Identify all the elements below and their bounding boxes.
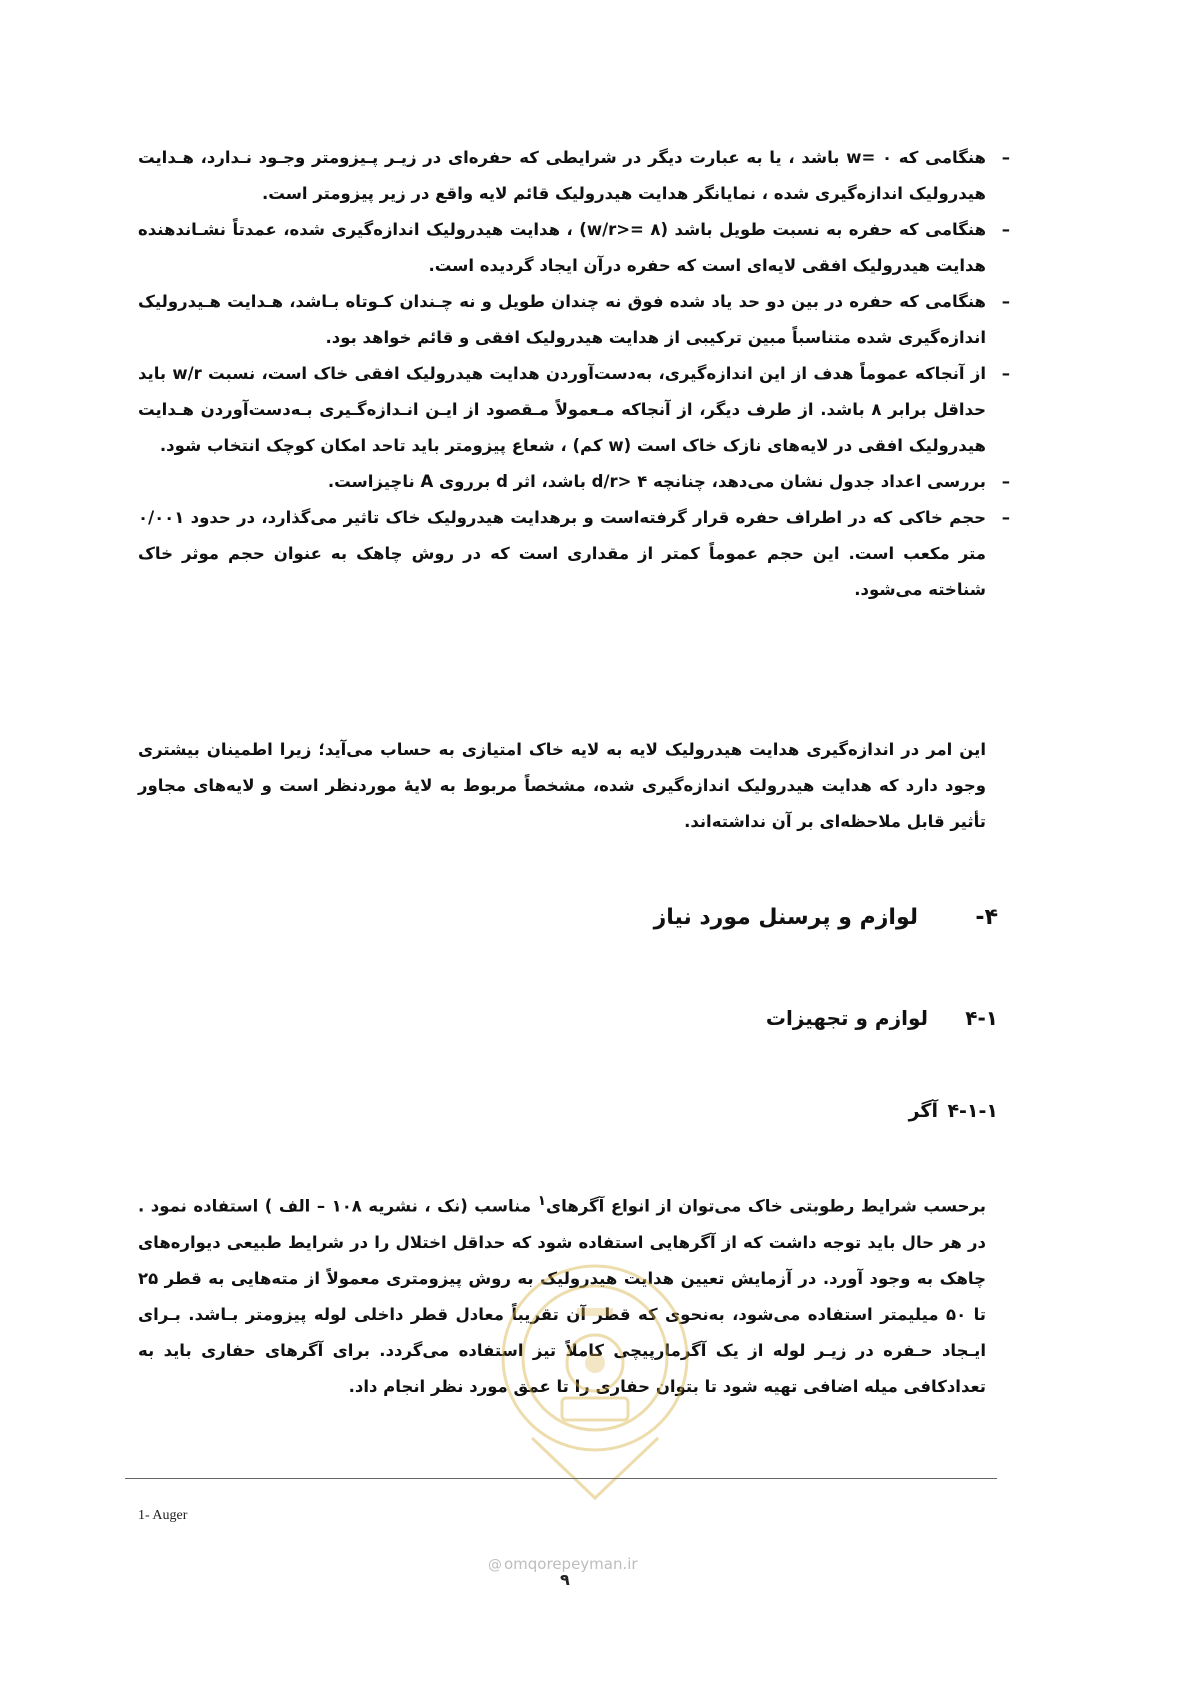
list-item xyxy=(138,356,1010,464)
paragraph-text: برحسب شرایط رطوبتی خاک می‌توان از انواع آگرهای xyxy=(546,1196,986,1216)
footnote-separator xyxy=(125,1478,997,1479)
list-item-text: بررسی اعداد جدول نشان می‌دهد، چنانچه d/r> ۴ باشد، اثر d برروی A ناچیزاست. xyxy=(327,472,986,491)
watermark-seal xyxy=(492,1248,698,1520)
bullet-dash: – xyxy=(1001,148,1010,167)
section-number: ۴- xyxy=(975,905,998,930)
footnote-marker: ۱ xyxy=(537,1193,547,1209)
bullet-dash: – xyxy=(1001,292,1010,311)
subsection-heading xyxy=(766,1006,998,1030)
paragraph-text: مناسب (نک ، نشریه ۱۰۸ – الف ) استفاده نمود . در هر حال باید توجه داشت که از آگرهایی استفاده شود که حداقل اختلال را در شرایط طبیعی دیواره‌های چاهک به وجود آورد. در آزمایش تعیین هدایت هیدرولیک به روش پیزومتری معمولاً از مته‌هایی به قطر ۲۵ تا ۵۰ میلیمتر استفاده می‌شود، به‌نحوی که قطر آن تقریباً معادل قطر داخلی لوله پیزومتر بـاشد. بـرای ایـجاد حـفره در زیـر لوله از یک آگرمارپیچی کاملاً تیز استفاده می‌گردد. برای آگرهای حفاری باید به تعدادکافی میله اضافی تهیه شود تا بتوان حفاری را تا عمق مورد نظر انجام داد. xyxy=(138,1196,986,1396)
subsection-number: ۴-۱ xyxy=(965,1006,998,1030)
watermark-site: omqorepeyman.ir xyxy=(504,1555,638,1573)
list-item-text: از آنجاکه عموماً هدف از این اندازه‌گیری، به‌دست‌آوردن هدایت هیدرولیک افقی خاک است، نسبت w/r باید حداقل برابر ۸ باشد. از طرف دیگر، از آنجاکه مـعمولاً مـقصود از ایـن انـدازه‌گـیری بـه‌دست‌آوردن هـدایت هیدرولیک افقی در لایه‌های نازک خاک است (w کم) ، شعاع پیزومتر باید تاحد امکان کوچک انتخاب شود. xyxy=(138,364,986,455)
subsubsection-heading xyxy=(909,1100,998,1122)
footnote: 1- Auger xyxy=(138,1508,188,1523)
list-item xyxy=(138,140,1010,212)
bullet-dash: – xyxy=(1001,220,1010,239)
bullet-dash: – xyxy=(1001,472,1010,491)
list-item-text: هنگامی که حفره در بین دو حد یاد شده فوق نه چندان طویل و نه چـندان کـوتاه بـاشد، هـدایت هـیدرولیک اندازه‌گیری شده متناسباً مبین ترکیبی از هدایت هیدرولیک افقی و قائم خواهد بود. xyxy=(138,292,986,347)
list-item-text: هنگامی که w= ۰ باشد ، یا به عبارت دیگر در شرایطی که حفره‌ای در زیـر پـیزومتر وجـود نـدارد، هـدایت هیدرولیک اندازه‌گیری شده ، نمایانگر هدایت هیدرولیک قائم لایه واقع در زیر پیزومتر است. xyxy=(138,148,986,203)
list-item xyxy=(138,284,1010,356)
list-item-text: حجم خاکی که در اطراف حفره قرار گرفته‌است و برهدایت هیدرولیک خاک تاثیر می‌گذارد، در حدود ۰/۰۰۱ متر مکعب است. این حجم عموماً کمتر از مقداری است که در روش چاهک به عنوان حجم موثر خاک شناخته می‌شود. xyxy=(138,508,986,599)
list-item-text: هنگامی که حفره به نسبت طویل باشد (w/r>= ۸) ، هدایت هیدرولیک اندازه‌گیری شده، عمدتاً نشـاندهنده هدایت هیدرولیک افقی لایه‌ای است که حفره درآن ایجاد گردیده است. xyxy=(138,220,987,275)
subsubsection-title: آگر xyxy=(908,1100,938,1122)
subsection-title: لوازم و تجهیزات xyxy=(765,1006,928,1030)
list-item xyxy=(138,464,1010,500)
bullet-dash: – xyxy=(1001,508,1010,527)
list-item xyxy=(138,212,1010,284)
page-number: ۹ xyxy=(560,1570,570,1589)
at-icon: @ xyxy=(488,1557,502,1573)
section-heading xyxy=(654,905,998,930)
list-item xyxy=(138,500,1010,608)
bullet-list xyxy=(138,140,1010,608)
subsubsection-number: ۴-۱-۱ xyxy=(947,1100,998,1122)
body-paragraph: این امر در اندازه‌گیری هدایت هیدرولیک لایه به لایه خاک امتیازی به حساب می‌آید؛ زیرا اطمینان بیشتری وجود دارد که هدایت هیدرولیک اندازه‌گیری شده، مشخصاً مربوط به لایهٔ موردنظر است و لایه‌های مجاور تأثیر قابل ملاحظه‌ای بر آن نداشته‌اند. xyxy=(138,740,986,831)
section-title: لوازم و پرسنل مورد نیاز xyxy=(653,905,918,930)
bullet-dash: – xyxy=(1001,364,1010,383)
